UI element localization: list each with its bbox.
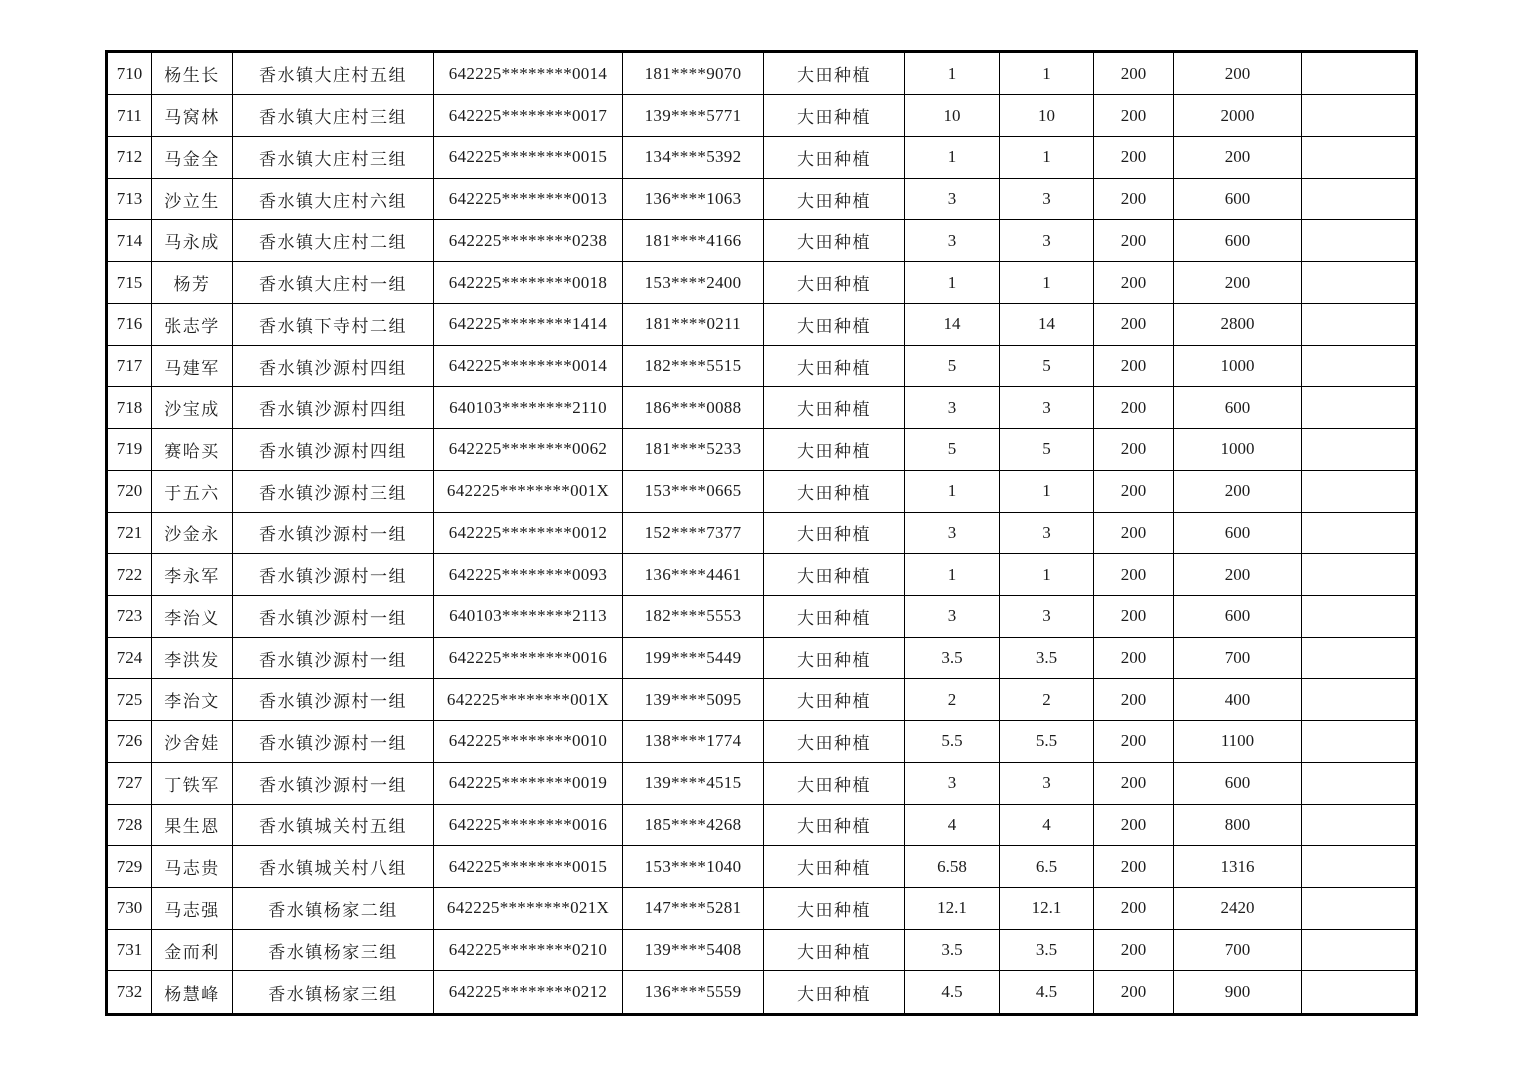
cell-remark [1302, 929, 1417, 971]
table-row [107, 178, 1417, 220]
cell-row-no: 723 [107, 595, 152, 637]
cell-phone: 181****0211 [623, 303, 764, 345]
cell-row-no: 729 [107, 846, 152, 888]
cell-remark [1302, 137, 1417, 179]
cell-phone: 147****5281 [623, 887, 764, 929]
cell-planting-type: 大田种植 [764, 929, 905, 971]
cell-planting-type: 大田种植 [764, 971, 905, 1015]
table-row [107, 887, 1417, 929]
cell-remark [1302, 846, 1417, 888]
cell-row-no: 732 [107, 971, 152, 1015]
cell-name: 马志强 [152, 887, 233, 929]
cell-declared-area: 1 [905, 554, 1000, 596]
cell-remark [1302, 303, 1417, 345]
cell-verified-area: 12.1 [1000, 887, 1094, 929]
cell-unit-price: 200 [1094, 387, 1174, 429]
cell-name: 沙金永 [152, 512, 233, 554]
cell-planting-type: 大田种植 [764, 52, 905, 95]
cell-name: 马建军 [152, 345, 233, 387]
cell-village-group: 香水镇大庄村五组 [233, 52, 434, 95]
cell-id-number: 642225********0014 [434, 52, 623, 95]
cell-phone: 136****5559 [623, 971, 764, 1015]
cell-declared-area: 5 [905, 429, 1000, 471]
table-row [107, 512, 1417, 554]
cell-declared-area: 4 [905, 804, 1000, 846]
cell-phone: 139****5408 [623, 929, 764, 971]
cell-row-no: 726 [107, 721, 152, 763]
cell-declared-area: 5 [905, 345, 1000, 387]
cell-verified-area: 3 [1000, 178, 1094, 220]
cell-row-no: 730 [107, 887, 152, 929]
cell-phone: 181****9070 [623, 52, 764, 95]
cell-subsidy-amount: 2800 [1174, 303, 1302, 345]
cell-unit-price: 200 [1094, 262, 1174, 304]
cell-phone: 182****5515 [623, 345, 764, 387]
cell-village-group: 香水镇沙源村一组 [233, 637, 434, 679]
cell-planting-type: 大田种植 [764, 512, 905, 554]
cell-name: 金而利 [152, 929, 233, 971]
cell-planting-type: 大田种植 [764, 887, 905, 929]
cell-phone: 136****1063 [623, 178, 764, 220]
cell-unit-price: 200 [1094, 345, 1174, 387]
cell-verified-area: 4 [1000, 804, 1094, 846]
cell-name: 沙立生 [152, 178, 233, 220]
cell-subsidy-amount: 800 [1174, 804, 1302, 846]
cell-subsidy-amount: 200 [1174, 554, 1302, 596]
cell-declared-area: 6.58 [905, 846, 1000, 888]
cell-declared-area: 3 [905, 178, 1000, 220]
cell-subsidy-amount: 600 [1174, 178, 1302, 220]
cell-remark [1302, 262, 1417, 304]
cell-village-group: 香水镇大庄村三组 [233, 137, 434, 179]
cell-phone: 153****2400 [623, 262, 764, 304]
cell-unit-price: 200 [1094, 637, 1174, 679]
cell-row-no: 712 [107, 137, 152, 179]
cell-verified-area: 5 [1000, 429, 1094, 471]
cell-phone: 134****5392 [623, 137, 764, 179]
cell-name: 马志贵 [152, 846, 233, 888]
cell-subsidy-amount: 400 [1174, 679, 1302, 721]
cell-remark [1302, 679, 1417, 721]
cell-phone: 139****4515 [623, 762, 764, 804]
cell-id-number: 642225********0016 [434, 804, 623, 846]
cell-village-group: 香水镇城关村八组 [233, 846, 434, 888]
cell-row-no: 717 [107, 345, 152, 387]
cell-row-no: 724 [107, 637, 152, 679]
cell-name: 李洪发 [152, 637, 233, 679]
cell-remark [1302, 804, 1417, 846]
cell-village-group: 香水镇大庄村三组 [233, 95, 434, 137]
cell-planting-type: 大田种植 [764, 137, 905, 179]
cell-verified-area: 1 [1000, 137, 1094, 179]
table-row [107, 637, 1417, 679]
cell-planting-type: 大田种植 [764, 679, 905, 721]
cell-subsidy-amount: 900 [1174, 971, 1302, 1015]
cell-id-number: 642225********0015 [434, 846, 623, 888]
cell-planting-type: 大田种植 [764, 95, 905, 137]
cell-subsidy-amount: 200 [1174, 52, 1302, 95]
cell-verified-area: 3 [1000, 762, 1094, 804]
cell-subsidy-amount: 1000 [1174, 345, 1302, 387]
cell-unit-price: 200 [1094, 679, 1174, 721]
cell-name: 杨芳 [152, 262, 233, 304]
cell-remark [1302, 345, 1417, 387]
cell-declared-area: 14 [905, 303, 1000, 345]
cell-unit-price: 200 [1094, 929, 1174, 971]
cell-subsidy-amount: 1100 [1174, 721, 1302, 763]
cell-planting-type: 大田种植 [764, 178, 905, 220]
cell-unit-price: 200 [1094, 971, 1174, 1015]
cell-verified-area: 5 [1000, 345, 1094, 387]
cell-row-no: 728 [107, 804, 152, 846]
cell-planting-type: 大田种植 [764, 387, 905, 429]
cell-name: 马金全 [152, 137, 233, 179]
cell-planting-type: 大田种植 [764, 554, 905, 596]
cell-remark [1302, 470, 1417, 512]
cell-village-group: 香水镇沙源村三组 [233, 470, 434, 512]
cell-verified-area: 3 [1000, 595, 1094, 637]
table-row [107, 95, 1417, 137]
cell-declared-area: 1 [905, 52, 1000, 95]
cell-name: 于五六 [152, 470, 233, 512]
cell-phone: 186****0088 [623, 387, 764, 429]
cell-phone: 182****5553 [623, 595, 764, 637]
cell-village-group: 香水镇大庄村二组 [233, 220, 434, 262]
cell-planting-type: 大田种植 [764, 846, 905, 888]
cell-remark [1302, 178, 1417, 220]
cell-id-number: 642225********001X [434, 470, 623, 512]
cell-village-group: 香水镇沙源村一组 [233, 762, 434, 804]
cell-verified-area: 3.5 [1000, 929, 1094, 971]
cell-subsidy-amount: 600 [1174, 512, 1302, 554]
cell-declared-area: 5.5 [905, 721, 1000, 763]
cell-unit-price: 200 [1094, 721, 1174, 763]
cell-village-group: 香水镇杨家三组 [233, 971, 434, 1015]
cell-subsidy-amount: 1316 [1174, 846, 1302, 888]
cell-phone: 152****7377 [623, 512, 764, 554]
cell-row-no: 714 [107, 220, 152, 262]
cell-village-group: 香水镇杨家二组 [233, 887, 434, 929]
cell-phone: 199****5449 [623, 637, 764, 679]
cell-id-number: 642225********0238 [434, 220, 623, 262]
cell-village-group: 香水镇沙源村一组 [233, 595, 434, 637]
cell-declared-area: 1 [905, 470, 1000, 512]
cell-id-number: 642225********0018 [434, 262, 623, 304]
cell-id-number: 642225********0017 [434, 95, 623, 137]
cell-declared-area: 3 [905, 512, 1000, 554]
table-body [107, 52, 1417, 1015]
cell-phone: 139****5095 [623, 679, 764, 721]
cell-verified-area: 4.5 [1000, 971, 1094, 1015]
table-row [107, 52, 1417, 95]
cell-remark [1302, 721, 1417, 763]
cell-subsidy-amount: 200 [1174, 137, 1302, 179]
cell-id-number: 642225********0012 [434, 512, 623, 554]
cell-unit-price: 200 [1094, 178, 1174, 220]
cell-subsidy-amount: 600 [1174, 595, 1302, 637]
cell-unit-price: 200 [1094, 429, 1174, 471]
cell-name: 杨慧峰 [152, 971, 233, 1015]
cell-subsidy-amount: 700 [1174, 637, 1302, 679]
cell-id-number: 642225********0014 [434, 345, 623, 387]
table-row [107, 595, 1417, 637]
cell-remark [1302, 554, 1417, 596]
cell-row-no: 722 [107, 554, 152, 596]
cell-subsidy-amount: 600 [1174, 220, 1302, 262]
cell-verified-area: 10 [1000, 95, 1094, 137]
cell-verified-area: 1 [1000, 470, 1094, 512]
cell-id-number: 642225********0093 [434, 554, 623, 596]
cell-village-group: 香水镇沙源村一组 [233, 512, 434, 554]
cell-remark [1302, 762, 1417, 804]
cell-unit-price: 200 [1094, 220, 1174, 262]
cell-name: 马永成 [152, 220, 233, 262]
cell-planting-type: 大田种植 [764, 762, 905, 804]
cell-remark [1302, 387, 1417, 429]
cell-name: 沙宝成 [152, 387, 233, 429]
cell-row-no: 711 [107, 95, 152, 137]
cell-row-no: 713 [107, 178, 152, 220]
cell-declared-area: 3 [905, 387, 1000, 429]
cell-id-number: 640103********2110 [434, 387, 623, 429]
cell-remark [1302, 429, 1417, 471]
cell-unit-price: 200 [1094, 95, 1174, 137]
cell-verified-area: 2 [1000, 679, 1094, 721]
cell-village-group: 香水镇沙源村四组 [233, 387, 434, 429]
cell-remark [1302, 887, 1417, 929]
cell-village-group: 香水镇沙源村四组 [233, 429, 434, 471]
cell-unit-price: 200 [1094, 804, 1174, 846]
cell-declared-area: 10 [905, 95, 1000, 137]
cell-declared-area: 3.5 [905, 637, 1000, 679]
cell-id-number: 640103********2113 [434, 595, 623, 637]
cell-subsidy-amount: 600 [1174, 387, 1302, 429]
table-row [107, 220, 1417, 262]
cell-subsidy-amount: 2420 [1174, 887, 1302, 929]
table-row [107, 846, 1417, 888]
cell-name: 马窝林 [152, 95, 233, 137]
table-row [107, 679, 1417, 721]
cell-unit-price: 200 [1094, 303, 1174, 345]
cell-planting-type: 大田种植 [764, 804, 905, 846]
cell-village-group: 香水镇城关村五组 [233, 804, 434, 846]
table-row [107, 929, 1417, 971]
cell-subsidy-amount: 200 [1174, 262, 1302, 304]
cell-phone: 153****1040 [623, 846, 764, 888]
table-row [107, 804, 1417, 846]
cell-name: 李永军 [152, 554, 233, 596]
table-row [107, 262, 1417, 304]
subsidy-table [105, 50, 1418, 1016]
cell-name: 张志学 [152, 303, 233, 345]
cell-row-no: 731 [107, 929, 152, 971]
cell-id-number: 642225********1414 [434, 303, 623, 345]
cell-planting-type: 大田种植 [764, 721, 905, 763]
cell-village-group: 香水镇沙源村一组 [233, 554, 434, 596]
cell-planting-type: 大田种植 [764, 345, 905, 387]
cell-unit-price: 200 [1094, 137, 1174, 179]
cell-remark [1302, 52, 1417, 95]
cell-id-number: 642225********0212 [434, 971, 623, 1015]
cell-name: 李治文 [152, 679, 233, 721]
table-row [107, 303, 1417, 345]
cell-phone: 153****0665 [623, 470, 764, 512]
cell-verified-area: 3 [1000, 512, 1094, 554]
cell-phone: 181****5233 [623, 429, 764, 471]
cell-declared-area: 3 [905, 595, 1000, 637]
cell-verified-area: 6.5 [1000, 846, 1094, 888]
cell-planting-type: 大田种植 [764, 220, 905, 262]
cell-remark [1302, 95, 1417, 137]
cell-village-group: 香水镇沙源村四组 [233, 345, 434, 387]
cell-phone: 136****4461 [623, 554, 764, 596]
cell-name: 沙舍娃 [152, 721, 233, 763]
table-row [107, 429, 1417, 471]
cell-row-no: 710 [107, 52, 152, 95]
cell-unit-price: 200 [1094, 554, 1174, 596]
cell-remark [1302, 637, 1417, 679]
cell-planting-type: 大田种植 [764, 429, 905, 471]
cell-row-no: 720 [107, 470, 152, 512]
cell-name: 李治义 [152, 595, 233, 637]
table-row [107, 971, 1417, 1015]
cell-phone: 181****4166 [623, 220, 764, 262]
table-row [107, 762, 1417, 804]
cell-name: 丁铁军 [152, 762, 233, 804]
cell-declared-area: 3 [905, 220, 1000, 262]
cell-verified-area: 3.5 [1000, 637, 1094, 679]
cell-id-number: 642225********001X [434, 679, 623, 721]
cell-verified-area: 3 [1000, 387, 1094, 429]
cell-village-group: 香水镇沙源村一组 [233, 679, 434, 721]
cell-declared-area: 1 [905, 137, 1000, 179]
table-row [107, 137, 1417, 179]
cell-id-number: 642225********0015 [434, 137, 623, 179]
cell-row-no: 718 [107, 387, 152, 429]
cell-remark [1302, 512, 1417, 554]
cell-row-no: 721 [107, 512, 152, 554]
cell-row-no: 725 [107, 679, 152, 721]
cell-phone: 185****4268 [623, 804, 764, 846]
cell-village-group: 香水镇下寺村二组 [233, 303, 434, 345]
cell-declared-area: 3.5 [905, 929, 1000, 971]
cell-planting-type: 大田种植 [764, 595, 905, 637]
cell-subsidy-amount: 700 [1174, 929, 1302, 971]
cell-phone: 138****1774 [623, 721, 764, 763]
cell-verified-area: 5.5 [1000, 721, 1094, 763]
cell-village-group: 香水镇沙源村一组 [233, 721, 434, 763]
cell-planting-type: 大田种植 [764, 262, 905, 304]
cell-village-group: 香水镇大庄村一组 [233, 262, 434, 304]
cell-row-no: 716 [107, 303, 152, 345]
table-row [107, 470, 1417, 512]
cell-declared-area: 2 [905, 679, 1000, 721]
cell-id-number: 642225********021X [434, 887, 623, 929]
cell-row-no: 719 [107, 429, 152, 471]
cell-verified-area: 1 [1000, 52, 1094, 95]
cell-unit-price: 200 [1094, 595, 1174, 637]
cell-declared-area: 3 [905, 762, 1000, 804]
cell-planting-type: 大田种植 [764, 637, 905, 679]
cell-subsidy-amount: 1000 [1174, 429, 1302, 471]
cell-declared-area: 4.5 [905, 971, 1000, 1015]
cell-row-no: 715 [107, 262, 152, 304]
cell-declared-area: 12.1 [905, 887, 1000, 929]
cell-remark [1302, 971, 1417, 1015]
cell-village-group: 香水镇大庄村六组 [233, 178, 434, 220]
cell-name: 果生恩 [152, 804, 233, 846]
cell-planting-type: 大田种植 [764, 303, 905, 345]
cell-row-no: 727 [107, 762, 152, 804]
cell-unit-price: 200 [1094, 846, 1174, 888]
cell-declared-area: 1 [905, 262, 1000, 304]
table-row [107, 721, 1417, 763]
cell-name: 杨生长 [152, 52, 233, 95]
cell-id-number: 642225********0019 [434, 762, 623, 804]
cell-unit-price: 200 [1094, 762, 1174, 804]
cell-id-number: 642225********0210 [434, 929, 623, 971]
cell-subsidy-amount: 600 [1174, 762, 1302, 804]
cell-remark [1302, 595, 1417, 637]
table-row [107, 387, 1417, 429]
cell-unit-price: 200 [1094, 52, 1174, 95]
table-row [107, 554, 1417, 596]
cell-subsidy-amount: 200 [1174, 470, 1302, 512]
cell-id-number: 642225********0016 [434, 637, 623, 679]
table-row [107, 345, 1417, 387]
cell-phone: 139****5771 [623, 95, 764, 137]
cell-unit-price: 200 [1094, 470, 1174, 512]
cell-name: 赛哈买 [152, 429, 233, 471]
cell-unit-price: 200 [1094, 512, 1174, 554]
cell-verified-area: 1 [1000, 262, 1094, 304]
cell-planting-type: 大田种植 [764, 470, 905, 512]
cell-id-number: 642225********0013 [434, 178, 623, 220]
cell-verified-area: 14 [1000, 303, 1094, 345]
cell-village-group: 香水镇杨家三组 [233, 929, 434, 971]
cell-verified-area: 1 [1000, 554, 1094, 596]
cell-remark [1302, 220, 1417, 262]
cell-subsidy-amount: 2000 [1174, 95, 1302, 137]
cell-id-number: 642225********0062 [434, 429, 623, 471]
cell-unit-price: 200 [1094, 887, 1174, 929]
cell-verified-area: 3 [1000, 220, 1094, 262]
cell-id-number: 642225********0010 [434, 721, 623, 763]
